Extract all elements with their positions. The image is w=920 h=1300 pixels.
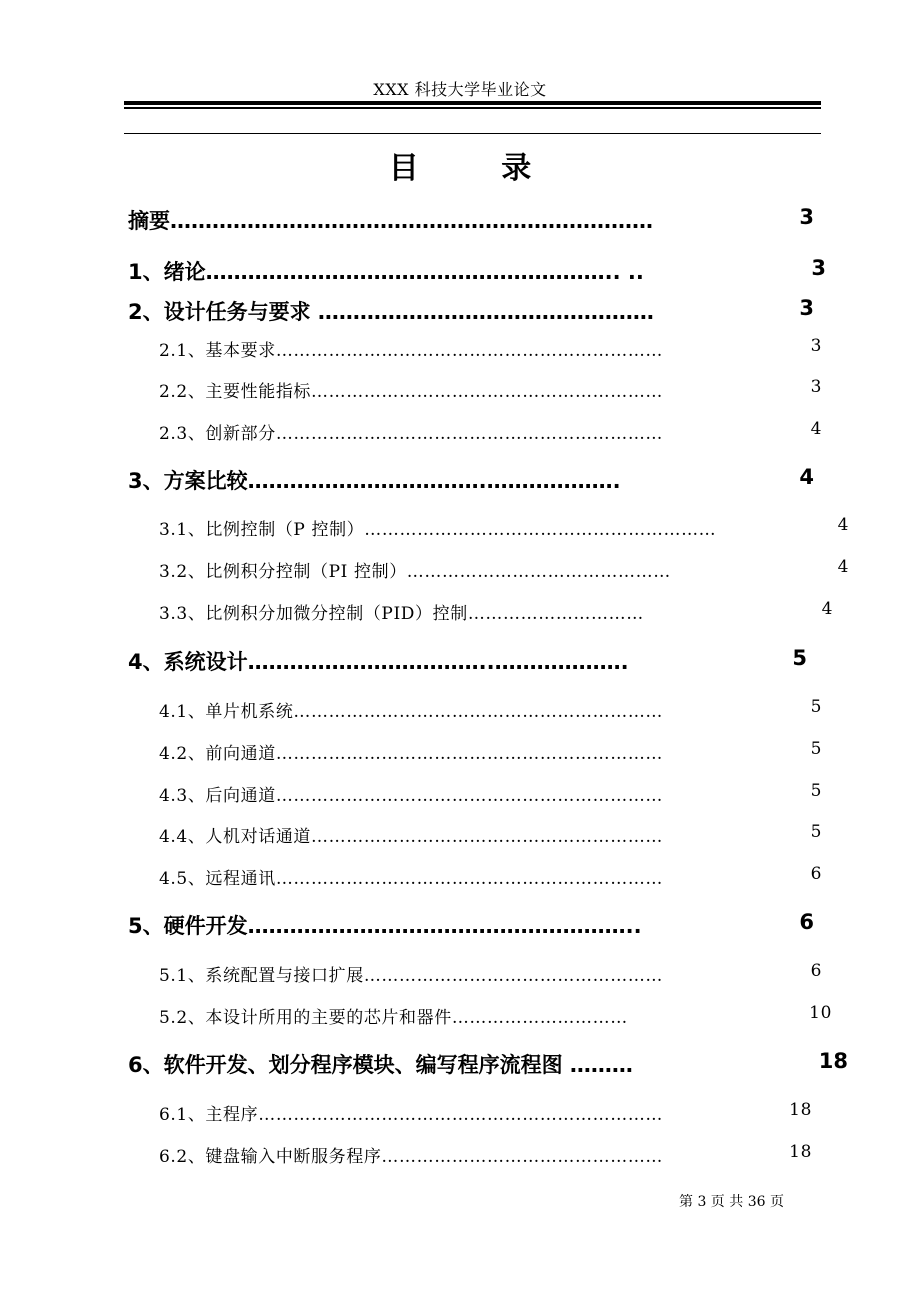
toc-entry-label: 4、系统设计……………………………..………………. [128,650,629,674]
toc-entry[interactable] [0,336,920,366]
toc-entry[interactable] [0,205,920,235]
toc-entry-page: 5 [810,781,822,801]
toc-entry-page: 3 [810,336,822,356]
toc-entry-label: 2.1、基本要求………………………………………………………… [159,341,664,361]
toc-entry-label: 5.2、本设计所用的主要的芯片和器件………………………… [159,1008,628,1028]
toc-entry-page: 4 [810,419,822,439]
toc-entry[interactable] [0,419,920,449]
toc-entry-page: 3 [811,256,826,280]
header-rule-thin [124,107,821,109]
toc-entry[interactable] [0,1003,920,1033]
toc-entry-label: 4.5、远程通讯………………………………………………………… [159,869,664,889]
toc-entry-label: 6.2、键盘输入中断服务程序………………………………………… [159,1147,664,1167]
toc-entry-label: 3、方案比较…………………………….………………. [128,469,621,493]
toc-entry[interactable] [0,256,920,286]
page-footer: 第 3 页 共 36 页 [679,1194,784,1210]
toc-entry-label: 摘要…………………………………………………………… [128,209,653,233]
toc-entry-page: 3 [799,205,814,229]
toc-entry-page: 4 [837,557,849,577]
toc-entry-label: 4.1、单片机系统……………………………………………………… [159,702,664,722]
toc-entry-label: 5、硬件开发……………………………………………….. [128,914,642,938]
toc-entry-label: 3.2、比例积分控制（PI 控制）……………………………………… [159,562,671,582]
toc-entry-label: 1、绪论………………………………………………….. .. [128,260,644,284]
toc-entry-label: 6、软件开发、划分程序模块、编写程序流程图 ……… [128,1053,633,1077]
toc-entry-page: 5 [792,646,807,670]
toc-entry-label: 4.4、人机对话通道…………………………………………………… [159,827,664,847]
toc-entry-page: 6 [810,864,822,884]
toc-entry[interactable] [0,1142,920,1172]
header-rule-lower [124,133,821,134]
toc-entry[interactable] [0,515,920,545]
toc-entry[interactable] [0,739,920,769]
toc-entry-page: 4 [837,515,849,535]
toc-entry[interactable] [0,822,920,852]
toc-entry[interactable] [0,296,920,326]
toc-entry[interactable] [0,646,920,676]
toc-entry-page: 18 [818,1049,848,1073]
header-title: XXX 科技大学毕业论文 [373,80,547,99]
toc-entry-page: 3 [810,377,822,397]
toc-entry[interactable] [0,961,920,991]
toc-entry-page: 10 [809,1003,832,1023]
toc-entry-page: 4 [821,599,833,619]
header-rule-thick [124,101,821,105]
toc-entry[interactable] [0,1100,920,1130]
toc-entry-page: 5 [810,697,822,717]
toc-entry-label: 3.1、比例控制（P 控制）…………………………………………………… [159,520,717,540]
toc-entry[interactable] [0,599,920,629]
toc-entry[interactable] [0,781,920,811]
toc-entry[interactable] [0,557,920,587]
toc-entry[interactable] [0,465,920,495]
toc-entry-page: 4 [799,465,814,489]
toc-entry-label: 4.3、后向通道………………………………………………………… [159,786,664,806]
toc-title: 目 录 [388,151,568,186]
toc-entry-label: 2.3、创新部分………………………………………………………… [159,424,664,444]
toc-entry-label: 2.2、主要性能指标…………………………………………………… [159,382,664,402]
toc-entry-page: 6 [810,961,822,981]
toc-entry[interactable] [0,697,920,727]
toc-entry-label: 5.1、系统配置与接口扩展…………………………………………… [159,966,664,986]
toc-entry[interactable] [0,910,920,940]
toc-entry-page: 18 [789,1142,812,1162]
toc-entry-page: 5 [810,739,822,759]
toc-entry[interactable] [0,377,920,407]
toc-entry-label: 6.1、主程序…………………………………………………………… [159,1105,664,1125]
toc-entry-label: 3.3、比例积分加微分控制（PID）控制………………………… [159,604,644,624]
toc-entry-label: 2、设计任务与要求 ………………………………………… [128,300,654,324]
toc-entry-page: 6 [799,910,814,934]
toc-entry[interactable] [0,864,920,894]
toc-entry-page: 5 [810,822,822,842]
toc-entry-page: 18 [789,1100,812,1120]
toc-entry[interactable] [0,1049,920,1079]
toc-entry-page: 3 [799,296,814,320]
toc-entry-label: 4.2、前向通道………………………………………………………… [159,744,664,764]
